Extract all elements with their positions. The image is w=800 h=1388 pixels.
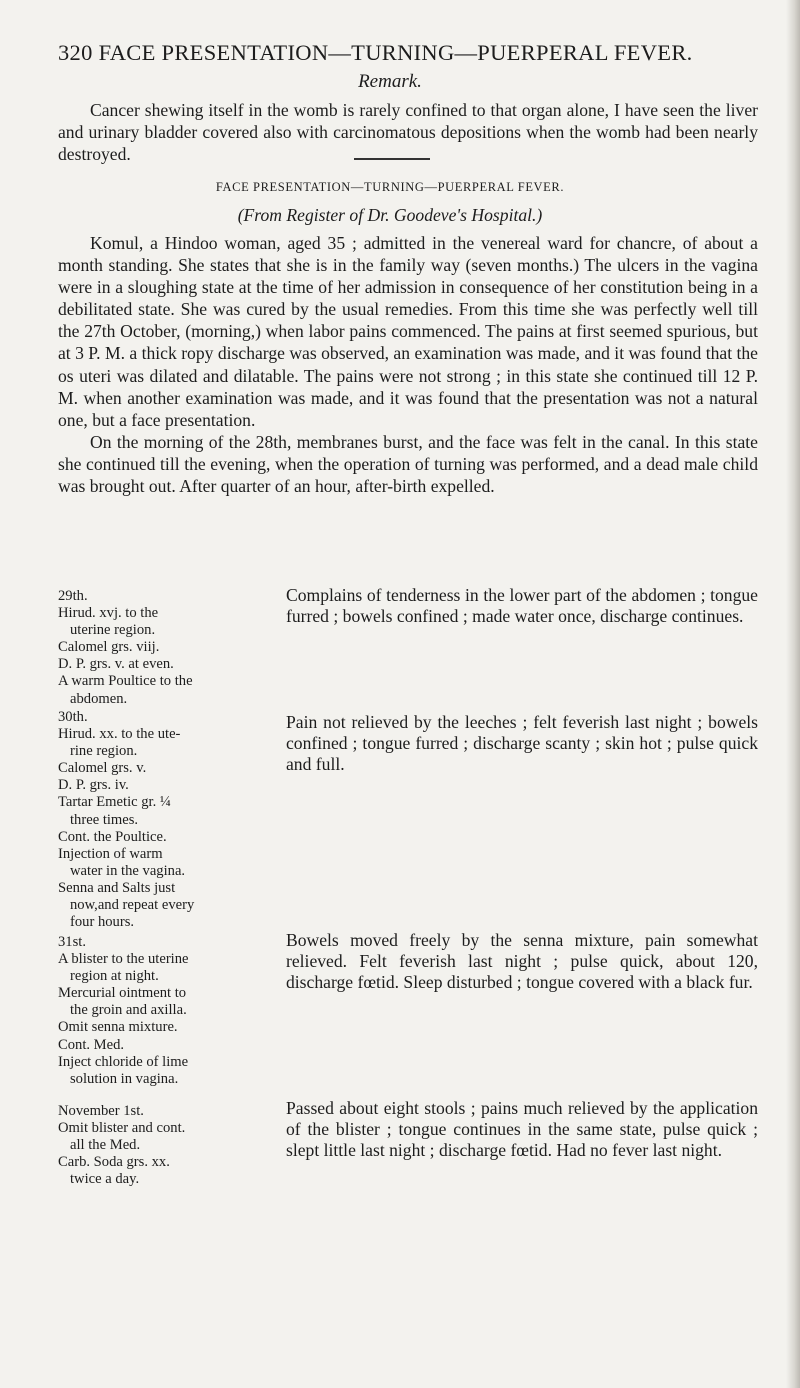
margin-line: Hirud. xx. to the ute- [58,726,181,743]
margin-note-november-1st [58,1103,263,1188]
case-source-text: (From Register of Dr. Goodeve's Hospital.) [237,205,543,225]
margin-line: twice a day. [70,1171,140,1188]
margin-line: Calomel grs. viij. [58,639,160,656]
margin-line: Mercurial ointment to [58,985,187,1002]
margin-line: Injection of warm [58,845,163,862]
margin-line: now,and repeat every [70,897,195,914]
margin-line: Hirud. xvj. to the [58,605,159,622]
running-header [58,40,693,66]
margin-line: rine region. [70,743,138,760]
margin-line: November 1st. [58,1103,144,1119]
margin-note-31st [58,934,263,1088]
entry-text-30th: Pain not relieved by the leeches ; felt feverish last night ; bowels confined ; tongue furred ; discharge scanty ; skin hot ; pulse quick and full. [286,712,758,774]
margin-line: 31st. [58,934,86,950]
margin-line: D. P. grs. iv. [58,777,129,794]
margin-line: Tartar Emetic gr. ¼ [58,794,171,811]
margin-line: solution in vagina. [70,1070,179,1087]
margin-line: abdomen. [70,690,128,707]
margin-line: region at night. [70,968,159,985]
case-subheading: FACE PRESENTATION—TURNING—PUERPERAL FEVER. [215,180,565,194]
margin-line: Senna and Salts just [58,879,176,896]
case-paragraph: On the morning of the 28th, membranes burst, and the face was felt in the canal. In this state she continued till the evening, when the operation of turning was performed, and a dead male child was brought out. After quarter of an hour, after-birth expelled. [58,431,758,497]
remark-heading: Remark. [358,71,422,92]
margin-line: three times. [70,811,139,828]
case-history [58,232,758,497]
margin-line: 30th. [58,709,88,725]
margin-line: Omit senna mixture. [58,1019,178,1036]
margin-line: A warm Poultice to the [58,673,193,690]
running-title: FACE PRESENTATION—TURNING—PUERPERAL FEVER. [98,40,693,65]
margin-line: the groin and axilla. [70,1002,187,1019]
margin-line: D. P. grs. v. at even. [58,656,174,673]
case-source [0,205,780,226]
margin-note-29th [58,588,263,708]
margin-line: water in the vagina. [70,862,186,879]
margin-line: Calomel grs. v. [58,760,147,777]
margin-line: Cont. Med. [58,1036,125,1053]
remark-paragraph [58,99,758,165]
case-paragraph: Komul, a Hindoo woman, aged 35 ; admitted in the venereal ward for chancre, of about a month standing. She states that she is in the family way (seven months.) The ulcers in the vagina were in a sloughing state at the time of her admission in consequence of her constitution being in a debilitated state. She was cured by the usual remedies. From this time she was perfectly well till the 27th October, (morning,) when labor pains commenced. The pains at first seemed spurious, but at 3 P. M. a thick ropy discharge was observed, an examination was made, and it was found that the os uteri was dilated and dilatable. The pains were not strong ; in this state she continued till 12 P. M. when another examination was made, and it was found that the presentation was not a natural one, but a face presentation. [58,233,758,430]
margin-note-30th [58,709,263,931]
margin-line: Omit blister and cont. [58,1120,186,1137]
margin-line: uterine region. [70,622,156,639]
margin-line: 29th. [58,588,88,604]
page-edge-shadow [786,0,800,1388]
margin-line: four hours. [70,914,135,931]
entry-text-29th: Complains of tenderness in the lower part of the abdomen ; tongue furred ; bowels confined ; made water once, discharge continues. [286,585,758,626]
margin-line: A blister to the uterine [58,951,189,968]
entry-text-november-1st: Passed about eight stools ; pains much relieved by the application of the blister ; tongue continues in the same state, pulse quick ; slept little last night ; discharge fœtid. Had no fever last night. [286,1098,758,1160]
margin-line: Inject chloride of lime [58,1053,189,1070]
section-divider [354,158,430,160]
margin-line: all the Med. [70,1137,141,1154]
page-number: 320 [58,40,93,65]
entry-text-31st: Bowels moved freely by the senna mixture, pain somewhat relieved. Felt feverish last night ; pulse quick, about 120, discharge fœtid. Sleep disturbed ; tongue covered with a black fur. [286,930,758,992]
margin-line: Carb. Soda grs. xx. [58,1154,170,1171]
margin-line: Cont. the Poultice. [58,828,167,845]
remark-text: Cancer shewing itself in the womb is rarely confined to that organ alone, I have seen the liver and urinary bladder covered also with carcinomatous depositions when the womb had been nearly destroyed. [58,100,758,165]
